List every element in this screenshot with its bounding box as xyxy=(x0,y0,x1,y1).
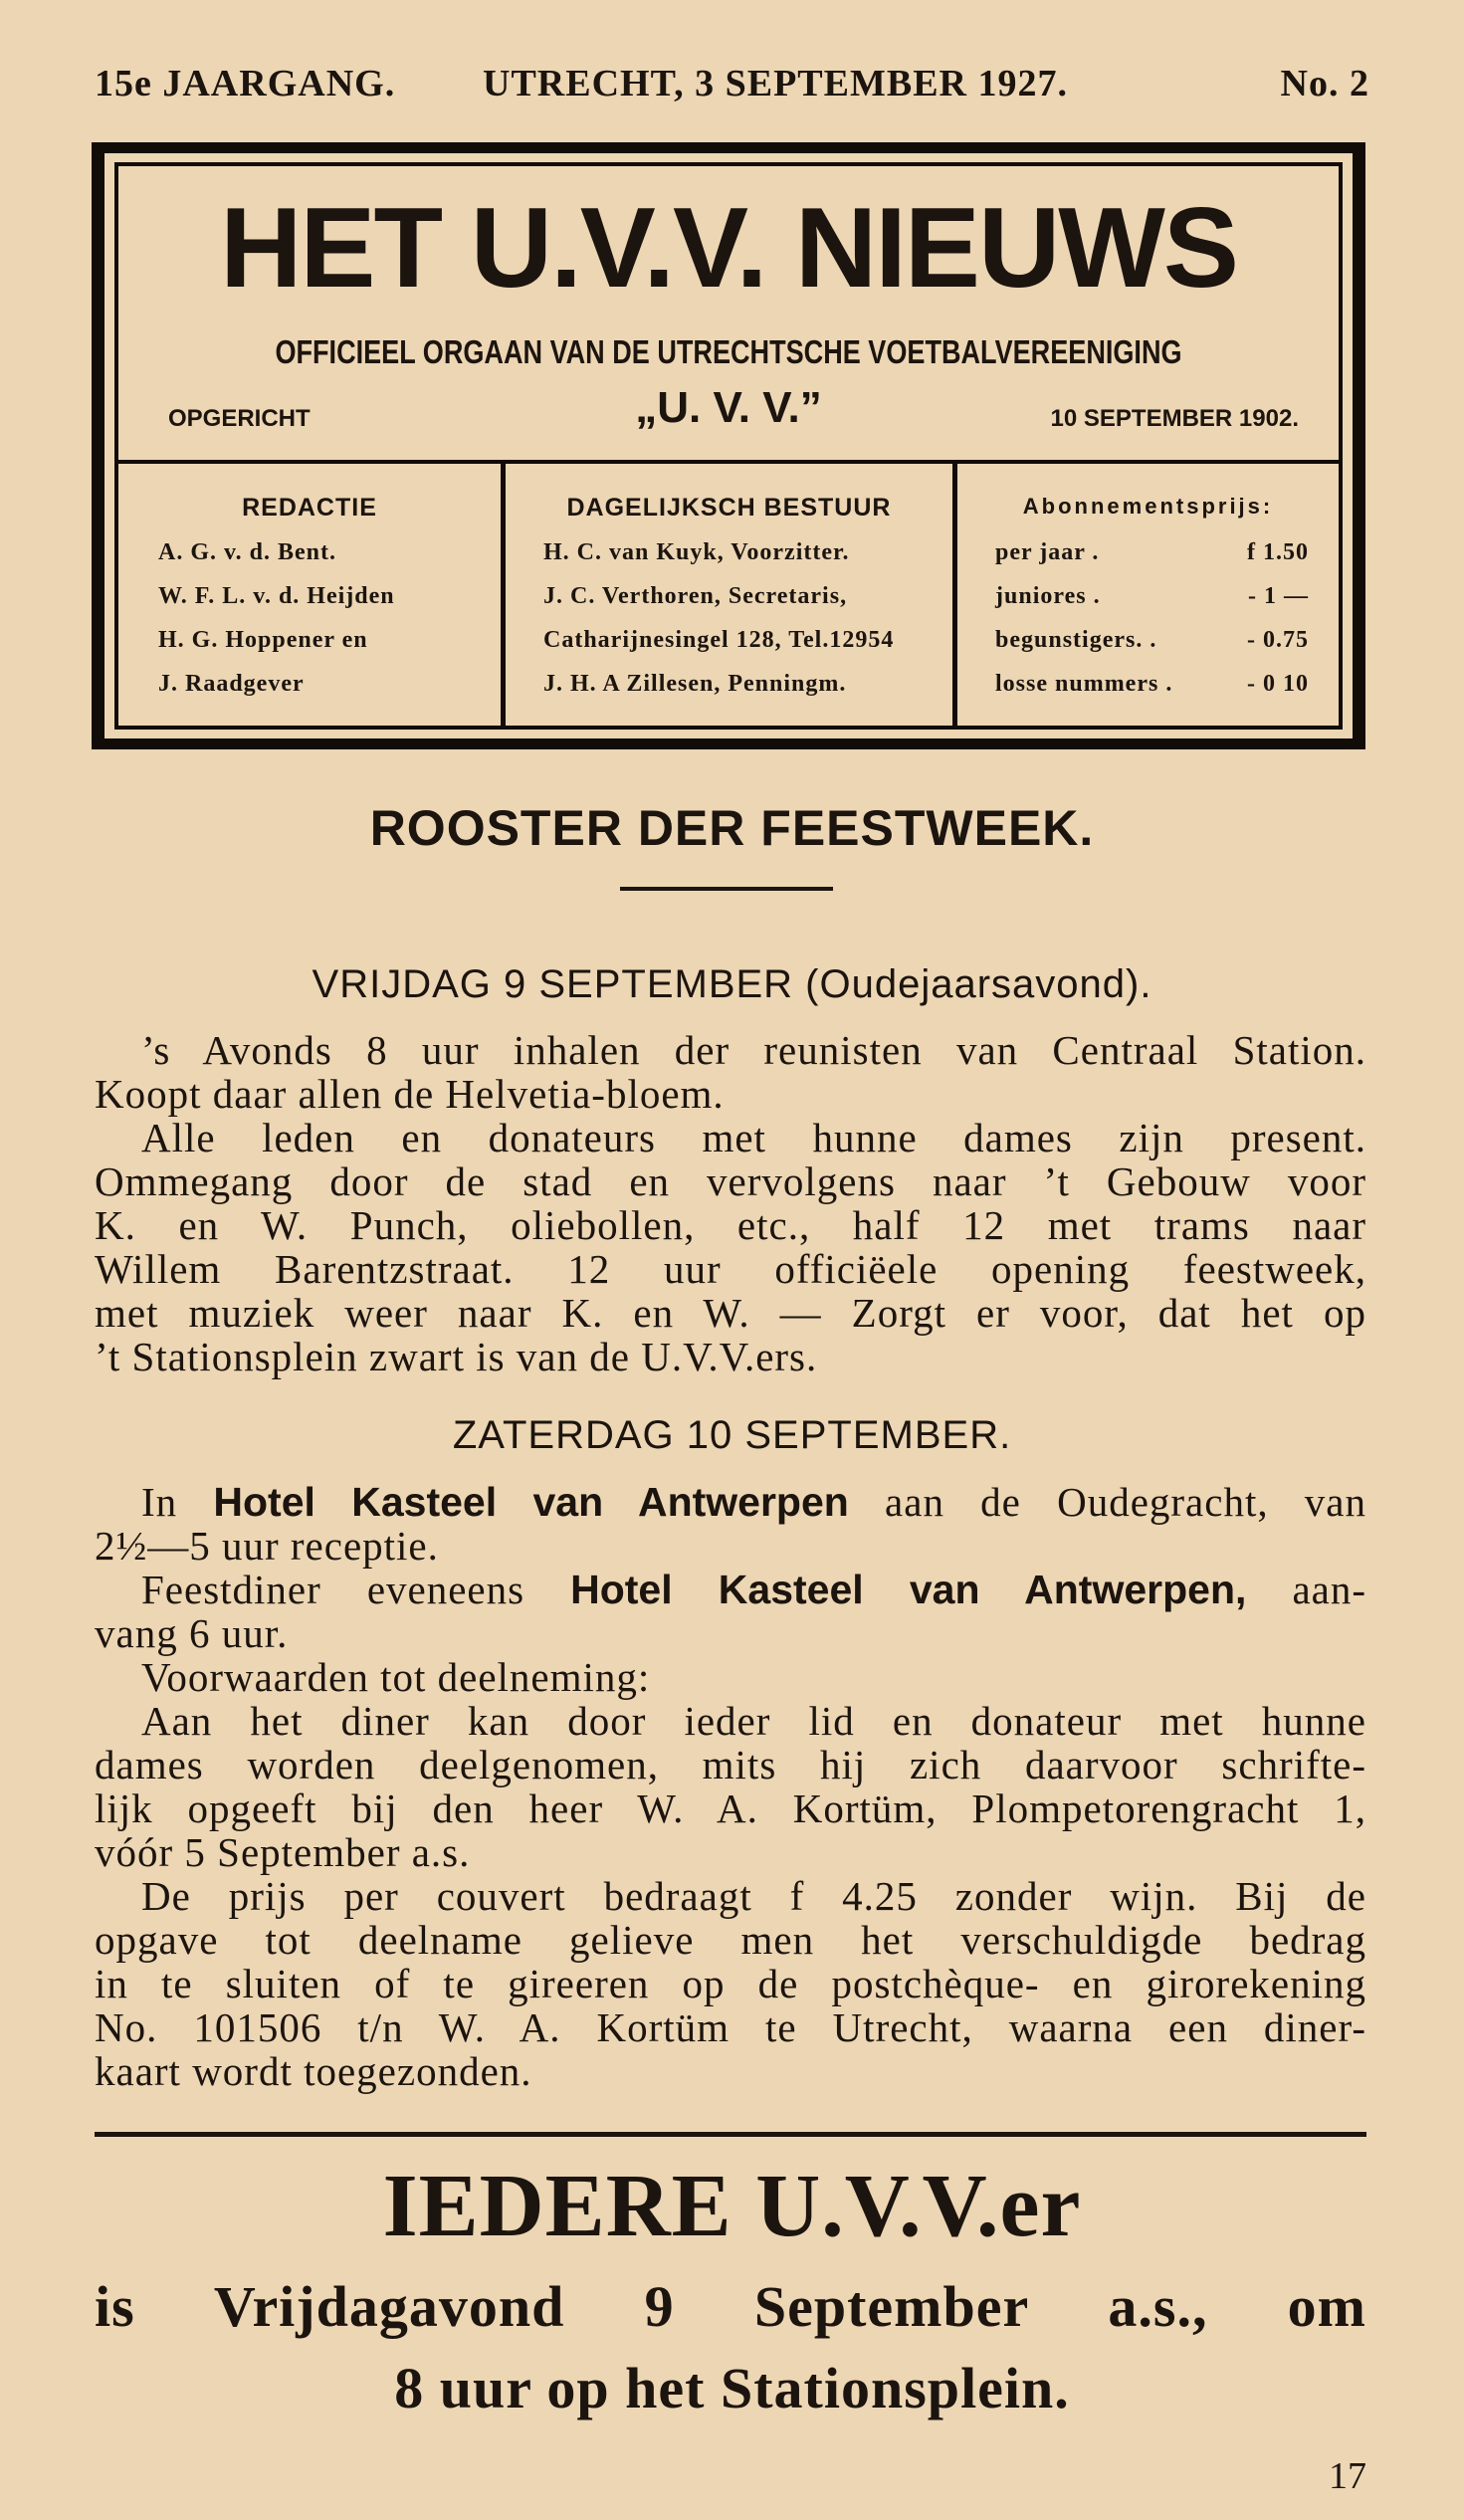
price-row xyxy=(995,671,1309,698)
day2-text xyxy=(95,1480,1366,2093)
text-line: met muziek weer naar K. en W. — Zorgt er voor, dat het op xyxy=(95,1290,1366,1336)
price-amount: f 1.50 xyxy=(1247,539,1309,565)
text-line: ’s Avonds 8 uur inhalen der reunisten van Centraal Station. xyxy=(141,1027,1366,1073)
text-line: Koopt daar allen de Helvetia-bloem. xyxy=(95,1071,725,1117)
bestuur-line: J. C. Verthoren, Secretaris, xyxy=(543,583,848,609)
price-row xyxy=(995,627,1309,654)
redactie-line: A. G. v. d. Bent. xyxy=(158,539,337,565)
redactie-column xyxy=(118,464,501,726)
running-head xyxy=(95,62,1369,121)
title-underline xyxy=(620,887,833,891)
masthead-subtitle: OFFICIEEL ORGAAN VAN DE UTRECHTSCHE VOETBALVEREENIGING xyxy=(275,333,1182,370)
text-line: No. 101506 t/n W. A. Kortüm te Utrecht, waarna een diner- xyxy=(95,2004,1366,2050)
founding-row xyxy=(158,383,1299,443)
redactie-line: J. Raadgever xyxy=(158,671,305,697)
section-title: ROOSTER DER FEESTWEEK. xyxy=(369,800,1095,856)
bestuur-line: H. C. van Kuyk, Voorzitter. xyxy=(543,539,850,565)
text-line: Ommegang door de stad en vervolgens naar ’t Gebouw voor xyxy=(95,1158,1366,1204)
bestuur-line: Catharijnesingel 128, Tel.12954 xyxy=(543,627,895,653)
text-fragment: aan- xyxy=(1246,1567,1366,1612)
price-label: per jaar . xyxy=(995,539,1100,565)
price-amount: - 1 — xyxy=(1248,583,1309,609)
text-line: in te sluiten of te gireeren op de postchèque- en girorekening xyxy=(95,1961,1366,2006)
day1-heading: VRIJDAG 9 SEPTEMBER (Oudejaarsavond). xyxy=(312,962,1152,1006)
text-line: vang 6 uur. xyxy=(95,1610,289,1656)
text-line: lijk opgeeft bij den heer W. A. Kortüm, Plompetorengracht 1, xyxy=(95,1785,1366,1831)
redactie-line: W. F. L. v. d. Heijden xyxy=(158,583,395,609)
text-line: vóór 5 September a.s. xyxy=(95,1829,471,1875)
price-amount: - 0.75 xyxy=(1247,627,1309,653)
bestuur-column xyxy=(501,464,952,726)
text-line: De prijs per couvert bedraagt f 4.25 zonder wijn. Bij de xyxy=(141,1873,1366,1919)
redactie-heading: REDACTIE xyxy=(242,494,377,522)
subscription-heading: Abonnementsprijs: xyxy=(1022,494,1274,519)
call-line-1: is Vrijdagavond 9 September a.s., om xyxy=(95,2274,1366,2339)
issue-number: No. 2 xyxy=(1280,63,1369,105)
bestuur-heading: DAGELIJKSCH BESTUUR xyxy=(566,494,892,522)
text-line: K. en W. Punch, oliebollen, etc., half 12 met trams naar xyxy=(95,1202,1366,1248)
day1-text xyxy=(95,1028,1366,1378)
text-line xyxy=(95,1568,1366,1611)
text-line xyxy=(95,1480,1366,1524)
text-line: 2½—5 uur receptie. xyxy=(95,1523,439,1569)
price-label: juniores . xyxy=(995,583,1101,609)
club-name: „U. V. V.” xyxy=(635,383,822,432)
masthead-box xyxy=(92,142,1365,749)
text-line: Voorwaarden tot deelneming: xyxy=(141,1654,651,1700)
founded-label: OPGERICHT xyxy=(168,405,311,432)
day2-heading: ZATERDAG 10 SEPTEMBER. xyxy=(452,1413,1012,1457)
text-line: Willem Barentzstraat. 12 uur officiëele opening feestweek, xyxy=(95,1246,1366,1292)
place-date: UTRECHT, 3 SEPTEMBER 1927. xyxy=(483,63,1068,105)
text-fragment: aan de Oudegracht, van xyxy=(848,1479,1367,1525)
founded-date: 10 SEPTEMBER 1902. xyxy=(1050,405,1299,432)
text-line: ’t Stationsplein zwart is van de U.V.V.ers. xyxy=(95,1334,818,1379)
masthead-inner-frame xyxy=(114,162,1343,730)
text-line: kaart wordt toegezonden. xyxy=(95,2048,532,2094)
call-line-2: 8 uur op het Stationsplein. xyxy=(394,2356,1070,2420)
text-line: dames worden deelgenomen, mits hij zich daarvoor schrifte- xyxy=(95,1742,1366,1787)
page-number: 17 xyxy=(1329,2455,1366,2497)
bestuur-line: J. H. A Zillesen, Penningm. xyxy=(543,671,847,697)
text-line: Alle leden en donateurs met hunne dames zijn present. xyxy=(141,1115,1366,1160)
bottom-divider xyxy=(95,2132,1366,2137)
price-amount: - 0 10 xyxy=(1247,671,1309,697)
masthead-title: HET U.V.V. NIEUWS xyxy=(220,185,1237,312)
volume-label: 15e JAARGANG. xyxy=(95,63,396,105)
call-headline: IEDERE U.V.V.er xyxy=(382,2157,1082,2255)
price-row xyxy=(995,539,1309,566)
price-label: begunstigers. . xyxy=(995,627,1157,653)
redactie-line: H. G. Hoppener en xyxy=(158,627,368,653)
text-line: Aan het diner kan door ieder lid en donateur met hunne xyxy=(141,1698,1366,1744)
text-fragment: In xyxy=(141,1479,214,1525)
text-line: opgave tot deelname gelieve men het verschuldigde bedrag xyxy=(95,1917,1366,1963)
hotel-name: Hotel Kasteel van Antwerpen, xyxy=(570,1567,1247,1612)
price-label: losse nummers . xyxy=(995,671,1173,697)
masthead-columns xyxy=(118,464,1339,726)
hotel-name: Hotel Kasteel van Antwerpen xyxy=(213,1479,849,1525)
subscription-column xyxy=(952,464,1339,726)
text-fragment: Feestdiner eveneens xyxy=(141,1567,571,1612)
price-row xyxy=(995,583,1309,610)
